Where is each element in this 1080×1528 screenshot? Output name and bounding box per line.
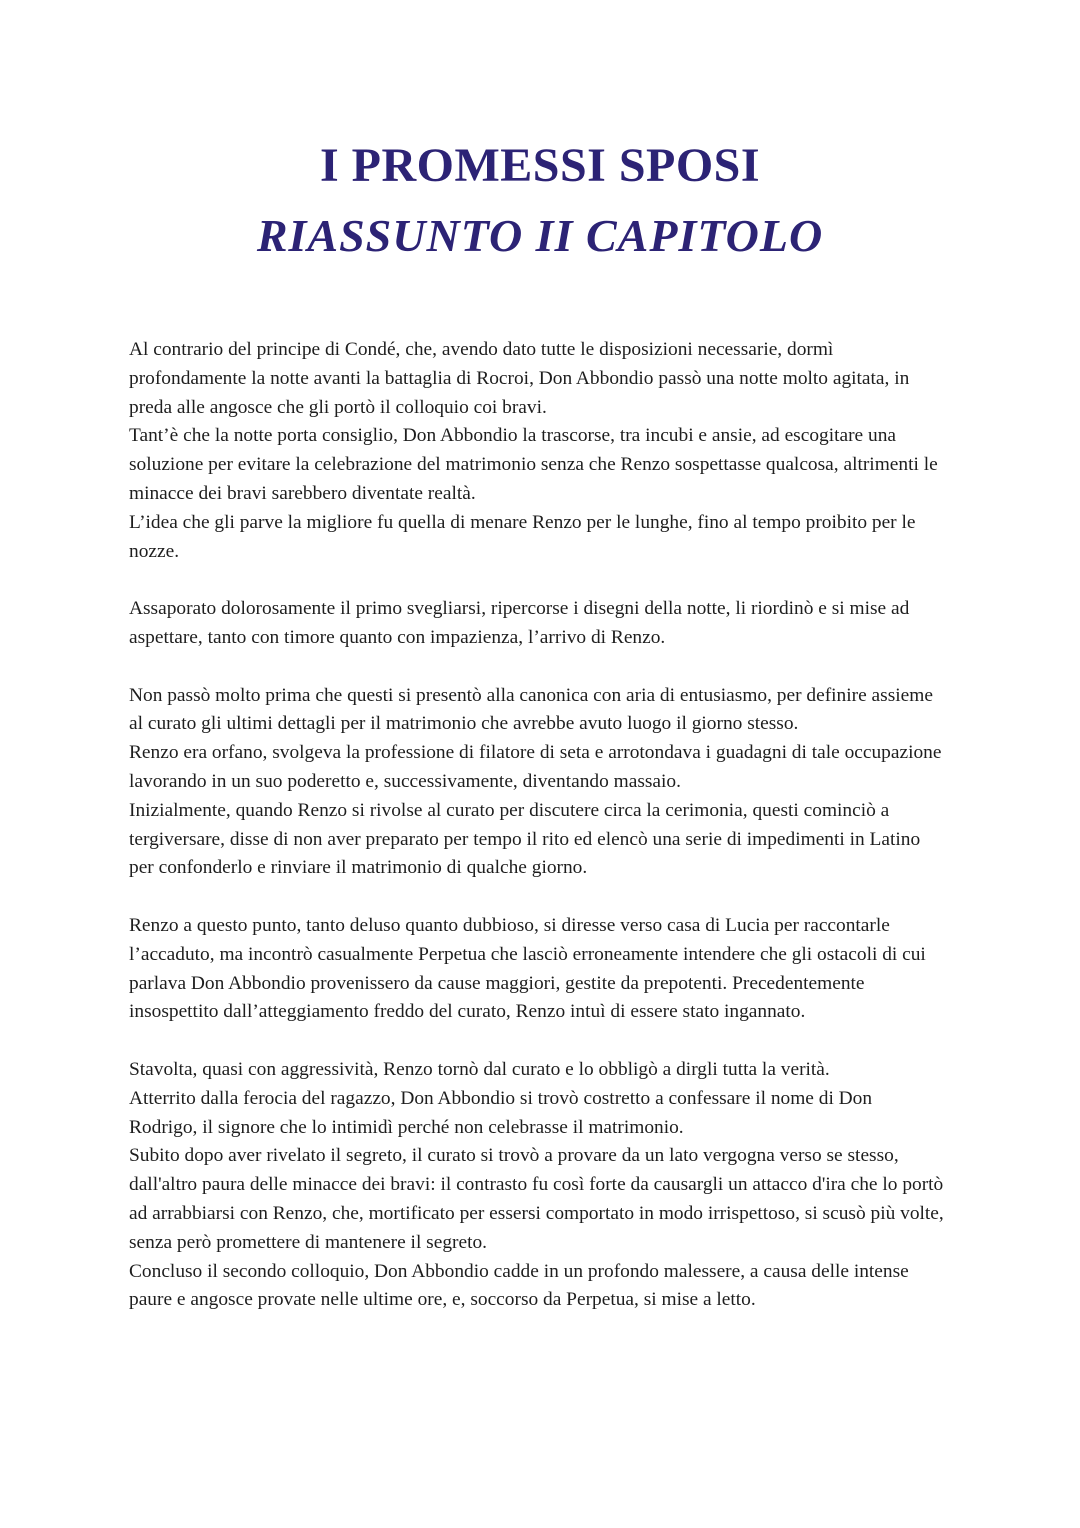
text-line: Non passò molto prima che questi si presentò alla canonica con aria di entusiasmo, per definire assieme al curato gli ultimi dettagli per il matrimonio che avrebbe avuto luogo il giorno stesso. — [129, 684, 933, 735]
text-line: Renzo era orfano, svolgeva la professione di filatore di seta e arrotondava i guadagni di tale occupazione lavorando in un suo poderetto e, successivamente, diventando massaio. — [129, 742, 942, 792]
text-line: Inizialmente, quando Renzo si rivolse al curato per discutere circa la cerimonia, questi cominciò a tergiversare, disse di non aver preparato per tempo il rito ed elencò una serie di impedimenti in Latino per confonderlo e rinviare il matrimonio di qualche giorno. — [129, 799, 921, 879]
paragraph-3 — [129, 682, 944, 884]
document-title: I PROMESSI SPOSI — [319, 139, 761, 192]
document-subtitle: RIASSUNTO II CAPITOLO — [256, 210, 824, 261]
paragraph-2 — [129, 595, 944, 653]
text-line: Tant’è che la notte porta consiglio, Don Abbondio la trascorse, tra incubi e ansie, ad escogitare una soluzione per evitare la celebrazione del matrimonio senza che Renzo sospettasse qualcosa, altrimenti le minacce dei bravi sarebbero diventate realtà. — [129, 425, 938, 504]
text-line: Renzo a questo punto, tanto deluso quanto dubbioso, si diresse verso casa di Lucia per raccontarle l’accaduto, ma incontrò casualmente Perpetua che lasciò erroneamente intendere che gli ostacoli di cui parlava Don Abbondio provenissero da cause maggiori, gestite da prepotenti. Precedentemente insospettito dall’atteggiamento freddo del curato, Renzo intuì di essere stato ingannato. — [129, 914, 926, 1023]
text-line: Al contrario del principe di Condé, che, avendo dato tutte le disposizioni necessarie, dormì profondamente la notte avanti la battaglia di Rocroi, Don Abbondio passò una notte molto agitata, in preda alle angosce che gli portò il colloquio coi bravi. — [129, 339, 910, 418]
document-body — [129, 336, 944, 1344]
text-line: L’idea che gli parve la migliore fu quella di menare Renzo per le lunghe, fino al tempo proibito per le nozze. — [129, 511, 916, 562]
text-line: Stavolta, quasi con aggressività, Renzo tornò dal curato e lo obbligò a dirgli tutta la verità. — [129, 1058, 830, 1080]
paragraph-4 — [129, 912, 944, 1027]
text-line: Assaporato dolorosamente il primo svegliarsi, ripercorse i disegni della notte, li riordinò e si mise ad aspettare, tanto con timore quanto con impazienza, l’arrivo di Renzo. — [129, 598, 910, 648]
paragraph-1 — [129, 336, 944, 566]
text-line: Subito dopo aver rivelato il segreto, il curato si trovò a provare da un lato vergogna verso se stesso, dall'altro paura delle minacce dei bravi: il contrasto fu così forte da causargli un attacco d'ira che lo portò ad arrabbiarsi con Renzo, che, mortificato per essersi comportato in modo irrispettoso, si scusò più volte, senza però promettere di mantenere il segreto. — [129, 1145, 944, 1253]
text-line: Atterrito dalla ferocia del ragazzo, Don Abbondio si trovò costretto a confessare il nome di Don Rodrigo, il signore che lo intimidì perché non celebrasse il matrimonio. — [129, 1087, 873, 1138]
text-line: Concluso il secondo colloquio, Don Abbondio cadde in un profondo malessere, a causa delle intense paure e angosce provate nelle ultime ore, e, soccorso da Perpetua, si mise a letto. — [129, 1260, 909, 1311]
paragraph-5 — [129, 1056, 944, 1315]
